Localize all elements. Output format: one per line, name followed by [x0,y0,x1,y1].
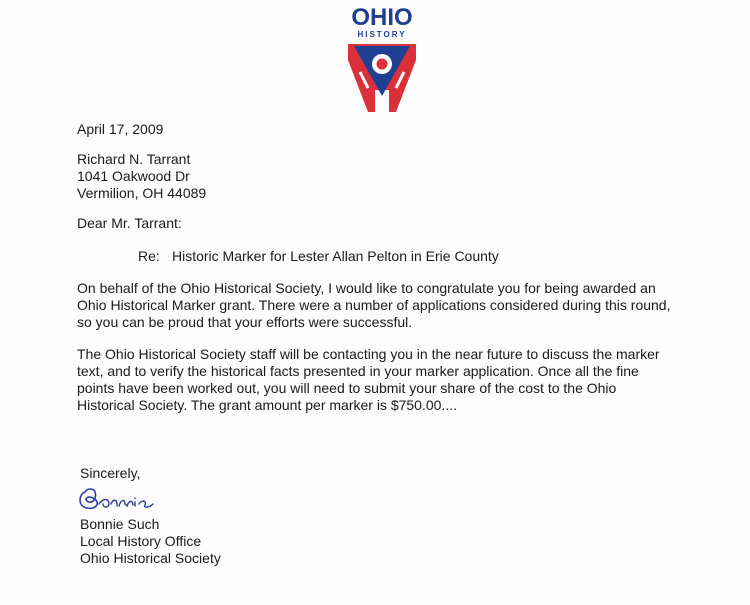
closing: Sincerely, [80,465,141,481]
paragraph-next-steps [77,346,697,414]
paragraph2-line: points have been worked out, you will need to submit your share of the cost to the Ohio [77,380,617,396]
signer-organization: Ohio Historical Society [80,550,221,566]
recipient-street: 1041 Oakwood Dr [77,168,190,184]
paragraph-congratulations [77,280,697,331]
signer-office: Local History Office [80,533,202,549]
recipient-name: Richard N. Tarrant [77,151,191,167]
salutation: Dear Mr. Tarrant: [77,215,182,231]
ohio-history-logo [340,6,424,114]
paragraph2-line: The Ohio Historical Society staff will be contacting you in the near future to discuss the marker [77,346,660,362]
logo-wordmark: OHIO [351,4,413,31]
paragraph1-line: On behalf of the Ohio Historical Society, I would like to congratulate you for being awarded an [77,280,656,296]
letter-date: April 17, 2009 [77,121,164,137]
re-subject: Historic Marker for Lester Allan Pelton in Erie County [172,248,499,264]
paragraph2-line: text, and to verify the historical facts presented in your marker application. Once all the fine [77,363,639,379]
handwritten-signature [75,484,185,514]
logo-subword: HISTORY [357,30,407,39]
recipient-city: Vermilion, OH 44089 [77,185,207,201]
re-label: Re: [138,248,160,264]
paragraph1-line: so you can be proud that your efforts were successful. [77,314,413,330]
paragraph1-line: Ohio Historical Marker grant. There were a number of applications considered during this round, [77,297,671,313]
ohio-flag-logo-icon [346,42,418,114]
paragraph2-line: Historical Society. The grant amount per marker is $750.00.... [77,397,457,413]
signer-name: Bonnie Such [80,516,160,532]
